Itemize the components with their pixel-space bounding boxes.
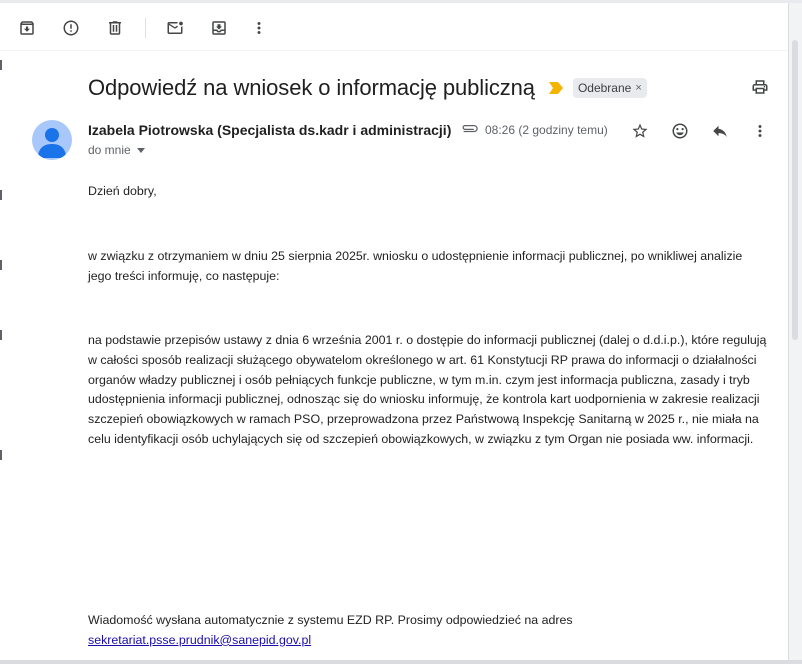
more-options-button[interactable] bbox=[241, 10, 277, 46]
archive-icon bbox=[18, 19, 36, 37]
window-bottom-edge bbox=[0, 660, 802, 664]
mark-unread-button[interactable] bbox=[157, 10, 193, 46]
sender-row bbox=[88, 120, 452, 140]
print-button[interactable] bbox=[748, 75, 772, 99]
scrollbar-thumb[interactable] bbox=[792, 40, 798, 340]
message-more-button[interactable] bbox=[748, 119, 772, 143]
footer-text: Wiadomość wysłana automatycznie z systemu EZD RP. Prosimy odpowiedzieć na adres bbox=[88, 613, 573, 627]
remove-label-icon[interactable]: × bbox=[635, 82, 642, 94]
delete-button[interactable] bbox=[97, 10, 133, 46]
sender-avatar[interactable] bbox=[32, 120, 72, 160]
subject-row bbox=[88, 72, 788, 104]
caret-down-icon bbox=[137, 148, 145, 153]
report-spam-icon bbox=[62, 19, 80, 37]
move-to-inbox-icon bbox=[210, 19, 228, 37]
body-greeting: Dzień dobry, bbox=[88, 184, 157, 198]
more-vert-icon bbox=[250, 19, 268, 37]
importance-marker-icon[interactable] bbox=[549, 82, 563, 94]
mark-unread-icon bbox=[166, 19, 184, 37]
emoji-icon bbox=[671, 122, 689, 140]
archive-button[interactable] bbox=[9, 10, 45, 46]
attachment-icon bbox=[460, 122, 480, 136]
sender-name[interactable]: Izabela Piotrowska (Specjalista ds.kadr i administracji) bbox=[88, 122, 452, 138]
recipient-details-toggle[interactable] bbox=[88, 143, 145, 157]
toolbar-separator bbox=[145, 18, 146, 38]
toolbar-divider bbox=[0, 50, 788, 51]
trash-icon bbox=[106, 19, 124, 37]
person-icon bbox=[32, 120, 72, 160]
star-button[interactable] bbox=[628, 119, 652, 143]
body-footer bbox=[88, 611, 768, 651]
recipient-text: do mnie bbox=[88, 143, 131, 157]
label-chip-text: Odebrane bbox=[577, 81, 632, 95]
reply-icon bbox=[711, 122, 729, 140]
add-reaction-button[interactable] bbox=[668, 119, 692, 143]
window-top-edge bbox=[0, 0, 802, 3]
message-toolbar bbox=[0, 10, 788, 46]
label-chip-inbox[interactable] bbox=[573, 78, 647, 98]
left-edge-marks bbox=[0, 60, 3, 480]
email-subject: Odpowiedź na wniosek o informację publiczną bbox=[88, 75, 535, 100]
reply-button[interactable] bbox=[708, 119, 732, 143]
star-icon bbox=[631, 122, 649, 140]
received-time: 08:26 (2 godziny temu) bbox=[485, 123, 608, 137]
reply-email-link[interactable]: sekretariat.psse.prudnik@sanepid.gov.pl bbox=[88, 632, 312, 647]
more-vert-icon bbox=[751, 122, 769, 140]
move-to-button[interactable] bbox=[201, 10, 237, 46]
body-paragraph-2: na podstawie przepisów ustawy z dnia 6 września 2001 r. o dostępie do informacji publicznej (dalej o d.d.i.p.), które regulują w całości sposób realizacji służącego obywatelom określonego w art. 61 Konstytucji RP prawa do informacji o działalności organów władzy publicznej i osób pełniących funkcje publiczne, w tym m.in. czym jest informacja publiczna, zasady i tryb udostępnienia informacji publicznej, odnosząc się do wniosku informuję, że kontrola kart uodpornienia w zakresie realizacji szczepień obowiązkowych w ramach PSO, przeprowadzona przez Państwową Inspekcję Sanitarną w 2025 r., nie miała na celu identyfikacji osób uchylających się od szczepień obowiązkowych, w związku z tym Organ nie posiada ww. informacji. bbox=[88, 333, 767, 446]
body-paragraph-1: w związku z otrzymaniem w dniu 25 sierpnia 2025r. wniosku o udostępnienie informacji publicznej, po wnikliwej analizie jego treści informuję, co następuje: bbox=[88, 249, 743, 283]
print-icon bbox=[751, 78, 769, 96]
report-spam-button[interactable] bbox=[53, 10, 89, 46]
